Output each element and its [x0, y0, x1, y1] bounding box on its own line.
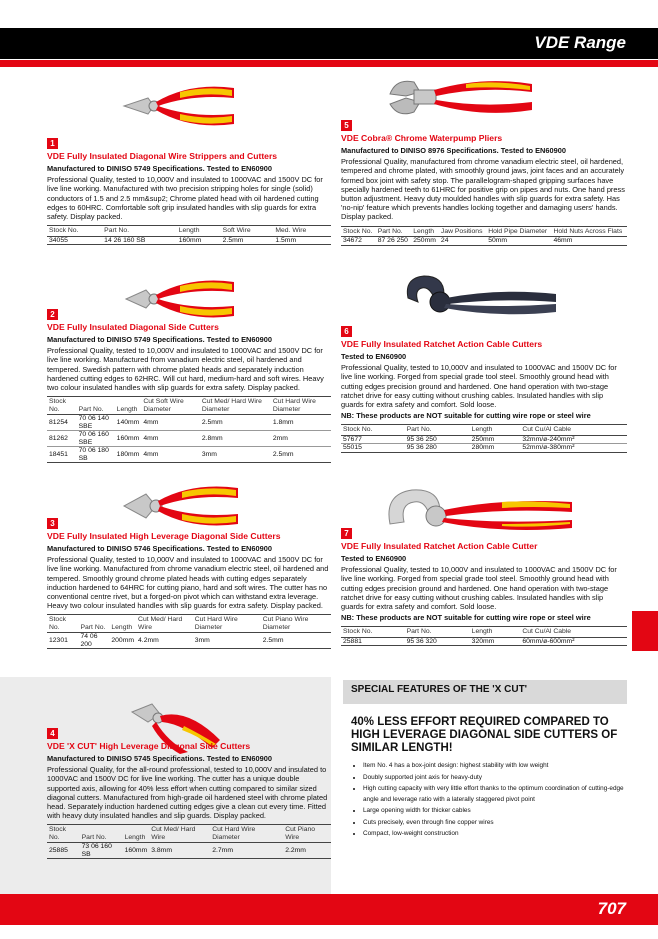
- table-row: [47, 415, 331, 431]
- section-note: NB: These products are NOT suitable for cutting wire rope or steel wire: [341, 613, 591, 623]
- spec-table: [47, 824, 331, 859]
- table-row: [47, 236, 331, 245]
- table-cell: 2.2mm: [283, 843, 331, 859]
- col-header: Med. Wire: [273, 226, 331, 237]
- spec-table: [47, 225, 331, 245]
- section-title: VDE Fully Insulated Ratchet Action Cable Cutters: [341, 339, 543, 349]
- list-item: • Doubly supported joint axis for heavy-duty: [363, 773, 627, 784]
- table-row: [341, 237, 627, 246]
- section-number: 4: [47, 728, 58, 739]
- table-row: [47, 431, 331, 447]
- section-number: 5: [341, 120, 352, 131]
- section-title: VDE Fully Insulated Diagonal Side Cutters: [47, 322, 219, 332]
- list-item: • High cutting capacity with very little effort thanks to the optimum coordination of cutting-edge angle and leverage ratio with a laterally staggered pivot point: [363, 784, 627, 805]
- table-cell: 2.5mm: [271, 447, 331, 463]
- table-row: [341, 637, 627, 646]
- table-cell: 3mm: [193, 633, 261, 649]
- spec-table: [341, 226, 627, 246]
- features-header: SPECIAL FEATURES OF THE 'X CUT': [343, 680, 627, 704]
- side-thumb-tab: [632, 611, 658, 651]
- table-cell: 4mm: [141, 447, 199, 463]
- section-subtitle: Manufactured to DINISO 5749 Specifications. Tested to EN60900: [47, 335, 272, 344]
- col-header: Stock No.: [341, 627, 405, 638]
- col-header: Length: [109, 615, 136, 633]
- tool-image-5: [386, 74, 536, 120]
- col-header: Part No.: [78, 615, 109, 633]
- table-cell: 2mm: [271, 431, 331, 447]
- table-cell: 70 06 160 SBE: [77, 431, 115, 447]
- table-cell: 250mm: [411, 237, 439, 246]
- table-cell: 2.8mm: [200, 431, 271, 447]
- special-features-box: [343, 680, 627, 841]
- col-header: Stock No.: [47, 226, 102, 237]
- table-cell: 95 36 320: [405, 637, 470, 646]
- table-row: [341, 444, 627, 453]
- col-header: Stock No.: [47, 397, 77, 415]
- spec-table: [341, 626, 627, 646]
- table-cell: 74 06 200: [78, 633, 109, 649]
- features-list: [343, 761, 627, 840]
- table-cell: 25881: [341, 637, 405, 646]
- list-item: • Compact, low-weight construction: [363, 829, 627, 840]
- table-row: [47, 633, 331, 649]
- table-cell: 18451: [47, 447, 77, 463]
- section-body: Professional Quality, tested to 10,000V and insulated to 1000VAC and 1500V DC for live line working. Manufactured with two precision stripping holes for single (solid) conductors of 1.5 and 2.5 mm&sup2; Chrome plated head with oil hardened cutting edges to 60HRC. Comfortable soft grip insulated handles with slip guards for extra safety. Display packed.: [47, 175, 323, 222]
- table-cell: 200mm: [109, 633, 136, 649]
- features-headline: 40% LESS EFFORT REQUIRED COMPARED TO HIGH LEVERAGE DIAGONAL SIDE CUTTERS OF SIMILAR LENGTH!: [351, 716, 618, 754]
- table-cell: 81262: [47, 431, 77, 447]
- table-cell: 160mm: [115, 431, 142, 447]
- section-subtitle: Manufactured to DINISO 5749 Specifications. Tested to EN60900: [47, 164, 272, 173]
- table-cell: 95 36 250: [405, 435, 470, 444]
- section-subtitle: Manufactured to DINISO 5745 Specifications. Tested to EN60900: [47, 754, 272, 763]
- page-number: 707: [597, 899, 626, 918]
- table-cell: 70 06 180 SB: [77, 447, 115, 463]
- col-header: Length: [123, 825, 150, 843]
- table-cell: 14 26 160 SB: [102, 236, 177, 245]
- col-header: Length: [177, 226, 221, 237]
- section-title: VDE Fully Insulated Ratchet Action Cable Cutter: [341, 541, 538, 551]
- table-cell: 60mm/ø-600mm²: [520, 637, 627, 646]
- table-cell: 160mm: [123, 843, 150, 859]
- table-cell: 140mm: [115, 415, 142, 431]
- col-header: Length: [470, 627, 521, 638]
- section-number: 3: [47, 518, 58, 529]
- table-cell: 32mm/ø-240mm²: [520, 435, 627, 444]
- col-header: Part No.: [80, 825, 123, 843]
- table-cell: 81254: [47, 415, 77, 431]
- product-section-1: [47, 138, 331, 245]
- col-header: Cut Cu/Al Cable: [520, 627, 627, 638]
- table-cell: 12301: [47, 633, 78, 649]
- col-header: Length: [470, 425, 521, 436]
- header-red-stripe: [0, 60, 658, 67]
- table-cell: 320mm: [470, 637, 521, 646]
- table-cell: 34672: [341, 237, 376, 246]
- product-section-4: [47, 728, 331, 859]
- table-cell: 4.2mm: [136, 633, 193, 649]
- section-body: Professional Quality, tested to 10,000V and insulated to 1000VAC and 1500V DC for live line working. Manufactured from chrome vanadium electric steel, oil hardened and tempered. Smoothly ground chrome plated heads with cutting edges separately induction hardened to 64HRC for cutting piano, hard and soft wires. The cutter has no conventional centre rivet, but a forged-on pivot which can withstand extra leverage. Heavy two colour insulated handles with slip guards for extra safety. Display packed.: [47, 555, 329, 611]
- col-header: Part No.: [77, 397, 115, 415]
- footer-bar: [0, 894, 658, 925]
- section-title: VDE Fully Insulated High Leverage Diagonal Side Cutters: [47, 531, 281, 541]
- col-header: Cut Hard Wire Diameter: [193, 615, 261, 633]
- section-number: 1: [47, 138, 58, 149]
- section-number: 6: [341, 326, 352, 337]
- product-section-3: [47, 518, 331, 649]
- section-number: 2: [47, 309, 58, 320]
- table-cell: 55015: [341, 444, 405, 453]
- table-cell: 1.5mm: [273, 236, 331, 245]
- section-number: 7: [341, 528, 352, 539]
- table-cell: 1.8mm: [271, 415, 331, 431]
- col-header: Cut Hard Wire Diameter: [210, 825, 283, 843]
- table-cell: 160mm: [177, 236, 221, 245]
- product-section-7: [341, 528, 627, 646]
- table-cell: 3mm: [200, 447, 271, 463]
- table-cell: 52mm/ø-380mm²: [520, 444, 627, 453]
- spec-table: [341, 424, 627, 453]
- page-title: VDE Range: [534, 33, 626, 52]
- table-cell: 87 26 250: [376, 237, 412, 246]
- table-cell: 2.5mm: [200, 415, 271, 431]
- table-cell: 25885: [47, 843, 80, 859]
- table-cell: 180mm: [115, 447, 142, 463]
- table-row: [47, 843, 331, 859]
- col-header: Part No.: [102, 226, 177, 237]
- table-cell: 95 36 280: [405, 444, 470, 453]
- table-cell: 57677: [341, 435, 405, 444]
- section-body: Professional Quality, for the all-round professional, tested to 10,000V and insulated to 1000VAC and 1500V DC for live line working. The cutter has a unique double supported axis, allowing for 40% less effort when cutting compared to similar sized diagonal cutters. Manufactured from high-grade oil hardened steel with chrome plated head. Separately induction hardened cutting edges give a clean cut every time. Fitted with heavy duty insulated handles and slip guards. Display packed.: [47, 765, 328, 821]
- col-header: Cut Med/ Hard Wire: [136, 615, 193, 633]
- col-header: Part No.: [376, 226, 412, 237]
- spec-table: [47, 614, 331, 649]
- tool-image-6: [400, 272, 560, 330]
- col-header: Length: [115, 397, 142, 415]
- col-header: Length: [411, 226, 439, 237]
- section-body: Professional Quality, manufactured from chrome vanadium electric steel, oil hardened, tempered and chrome plated, with smoothly ground jaws, joint faces and an accurately formed box joint with safety stop. The parallelogram-shaped gripping surfaces have specially hardened teeth to 61HRC for positive grip on pipes and nuts. One hand press button adjustment. Heavy duty moulded handles with slip guards for extra safety. Has 'no-nip' feature which prevents handles locking together and damaging users' hands. Display packed.: [341, 157, 625, 222]
- col-header: Cut Cu/Al Cable: [520, 425, 627, 436]
- table-cell: 4mm: [141, 431, 199, 447]
- table-cell: 73 06 160 SB: [80, 843, 123, 859]
- section-subtitle: Tested to EN60900: [341, 554, 407, 563]
- col-header: Cut Med/ Hard Wire: [149, 825, 210, 843]
- col-header: Stock No.: [341, 425, 405, 436]
- col-header: Hold Pipe Diameter: [486, 226, 551, 237]
- table-cell: 70 06 140 SBE: [77, 415, 115, 431]
- col-header: Cut Piano Wire: [283, 825, 331, 843]
- list-item: • Item No. 4 has a box-joint design: highest stability with low weight: [363, 761, 627, 772]
- table-cell: 34055: [47, 236, 102, 245]
- tool-image-1: [120, 78, 240, 134]
- product-section-2: [47, 309, 331, 463]
- col-header: Cut Soft Wire Diameter: [141, 397, 199, 415]
- spec-table: [47, 396, 331, 463]
- section-subtitle: Manufactured to DINISO 8976 Specifications. Tested to EN60900: [341, 146, 566, 155]
- col-header: Cut Hard Wire Diameter: [271, 397, 331, 415]
- section-title: VDE Cobra® Chrome Waterpump Pliers: [341, 133, 503, 143]
- section-title: VDE 'X CUT' High Leverage Diagonal Side Cutters: [47, 741, 251, 751]
- table-cell: 24: [439, 237, 486, 246]
- table-cell: 250mm: [470, 435, 521, 444]
- section-body: Professional Quality, tested to 10,000V and insulated to 1000VAC and 1500V DC for live line working. Forged from special grade tool steel. Smoothly ground head with cutting edges precision ground and hardened. One hand operation with two-stage ratchet drive for easy cutting without crushing cables. Insulated handles with slip guards for extra safety and comfort. Sold loose.: [341, 363, 617, 410]
- table-cell: 2.5mm: [221, 236, 274, 245]
- table-cell: 4mm: [141, 415, 199, 431]
- col-header: Part No.: [405, 425, 470, 436]
- list-item: • Large opening width for thicker cables: [363, 806, 627, 817]
- header-bar: [0, 28, 658, 59]
- table-cell: 3.8mm: [149, 843, 210, 859]
- table-row: [47, 447, 331, 463]
- col-header: Jaw Positions: [439, 226, 486, 237]
- table-cell: 2.7mm: [210, 843, 283, 859]
- list-item: • Cuts precisely, even through fine copper wires: [363, 818, 627, 829]
- section-title: VDE Fully Insulated Diagonal Wire Strippers and Cutters: [47, 151, 278, 161]
- section-note: NB: These products are NOT suitable for cutting wire rope or steel wire: [341, 411, 591, 421]
- col-header: Soft Wire: [221, 226, 274, 237]
- section-body: Professional Quality, tested to 10,000V and insulated to 1000VAC and 1500V DC for live line working. Manufactured from vanadium electric steel, oil hardened and tempered. Swedish pattern with chrome plated heads and separately induction hardened cutting edges to 62HRC. Will cut hard, medium-hard and soft wires. Heavy two colour insulated handles with slip guards for extra safety. Display packed.: [47, 346, 324, 393]
- section-body: Professional Quality, tested to 10,000V and insulated to 1000VAC and 1500V DC for live line working. Forged from special grade tool steel. Smoothly ground head with cutting edges precision ground and hardened. One hand operation with two-stage ratchet drive for easy cutting without crushing cables. Insulated handles with slip guards for extra safety and comfort. Sold loose.: [341, 565, 617, 612]
- table-cell: 50mm: [486, 237, 551, 246]
- section-subtitle: Manufactured to DINISO 5746 Specifications. Tested to EN60900: [47, 544, 272, 553]
- col-header: Part No.: [405, 627, 470, 638]
- table-cell: 46mm: [551, 237, 627, 246]
- col-header: Cut Med/ Hard Wire Diameter: [200, 397, 271, 415]
- col-header: Stock No.: [47, 825, 80, 843]
- col-header: Stock No.: [341, 226, 376, 237]
- table-row: [341, 435, 627, 444]
- col-header: Stock No.: [47, 615, 78, 633]
- section-subtitle: Tested to EN60900: [341, 352, 407, 361]
- product-section-6: [341, 326, 627, 453]
- col-header: Cut Piano Wire Diameter: [261, 615, 331, 633]
- col-header: Hold Nuts Across Flats: [551, 226, 627, 237]
- table-cell: 2.5mm: [261, 633, 331, 649]
- table-cell: 280mm: [470, 444, 521, 453]
- product-section-5: [341, 120, 627, 246]
